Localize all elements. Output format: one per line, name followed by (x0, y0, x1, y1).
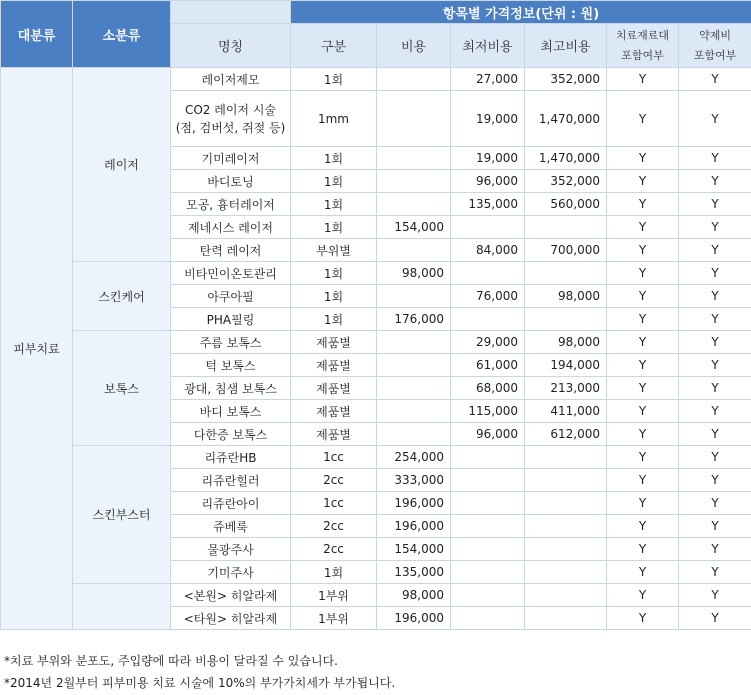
item-name-cell: 물광주사 (171, 538, 291, 561)
item-max-cell: 98,000 (525, 285, 607, 308)
item-type-cell: 제품별 (291, 423, 377, 446)
item-max-cell (525, 216, 607, 239)
header-spacer (171, 1, 291, 24)
item-treat-cell: Y (607, 377, 679, 400)
item-type-cell: 1회 (291, 193, 377, 216)
item-min-cell (451, 538, 525, 561)
item-drug-cell: Y (679, 469, 751, 492)
item-type-cell: 1부위 (291, 584, 377, 607)
item-min-cell (451, 446, 525, 469)
item-drug-cell: Y (679, 308, 751, 331)
table-row (1, 68, 751, 91)
item-cost-cell (377, 147, 451, 170)
item-treat-cell: Y (607, 147, 679, 170)
header-cost: 비용 (377, 24, 451, 68)
item-drug-cell: Y (679, 377, 751, 400)
item-max-cell: 352,000 (525, 170, 607, 193)
header-treat-line2: 포함여부 (621, 48, 664, 62)
item-treat-cell: Y (607, 262, 679, 285)
item-min-cell: 84,000 (451, 239, 525, 262)
header-minor: 소분류 (73, 1, 171, 68)
item-type-cell: 제품별 (291, 354, 377, 377)
item-type-cell: 1회 (291, 147, 377, 170)
item-name-cell: 기미레이저 (171, 147, 291, 170)
item-type-cell: 2cc (291, 469, 377, 492)
item-cost-cell (377, 68, 451, 91)
item-cost-cell (377, 400, 451, 423)
header-drug (679, 24, 751, 68)
item-cost-cell: 196,000 (377, 515, 451, 538)
item-min-cell (451, 308, 525, 331)
item-max-cell: 213,000 (525, 377, 607, 400)
table-body (1, 68, 751, 630)
item-drug-cell: Y (679, 400, 751, 423)
item-max-cell (525, 538, 607, 561)
item-name-cell: 광대, 침샘 보톡스 (171, 377, 291, 400)
minor-category-cell: 보톡스 (73, 331, 171, 446)
table-row (1, 262, 751, 285)
item-treat-cell: Y (607, 446, 679, 469)
item-max-cell (525, 584, 607, 607)
item-name-cell: CO2 레이저 시술(점, 검버섯, 쥐젖 등) (171, 91, 291, 147)
item-max-cell (525, 262, 607, 285)
item-cost-cell (377, 193, 451, 216)
item-treat-cell: Y (607, 285, 679, 308)
item-type-cell: 제품별 (291, 400, 377, 423)
item-min-cell (451, 584, 525, 607)
item-name-cell: 턱 보톡스 (171, 354, 291, 377)
item-name-cell: 쥬베룩 (171, 515, 291, 538)
item-max-cell: 98,000 (525, 331, 607, 354)
item-treat-cell: Y (607, 331, 679, 354)
item-cost-cell (377, 170, 451, 193)
item-cost-cell: 98,000 (377, 262, 451, 285)
item-cost-cell: 254,000 (377, 446, 451, 469)
item-min-cell: 61,000 (451, 354, 525, 377)
header-drug-line1: 약제비 (699, 28, 731, 42)
minor-category-cell: 스킨케어 (73, 262, 171, 331)
item-type-cell: 제품별 (291, 377, 377, 400)
item-max-cell (525, 308, 607, 331)
header-min: 최저비용 (451, 24, 525, 68)
item-name-cell: 레이저제모 (171, 68, 291, 91)
item-type-cell: 1회 (291, 170, 377, 193)
item-min-cell (451, 561, 525, 584)
item-type-cell: 제품별 (291, 331, 377, 354)
item-treat-cell: Y (607, 91, 679, 147)
header-treat (607, 24, 679, 68)
item-drug-cell: Y (679, 423, 751, 446)
item-treat-cell: Y (607, 538, 679, 561)
item-drug-cell: Y (679, 561, 751, 584)
item-max-cell: 194,000 (525, 354, 607, 377)
header-treat-line1: 치료재료대 (615, 28, 670, 42)
item-drug-cell: Y (679, 354, 751, 377)
item-treat-cell: Y (607, 607, 679, 630)
item-drug-cell: Y (679, 216, 751, 239)
item-max-cell (525, 492, 607, 515)
table-row (1, 446, 751, 469)
item-min-cell: 96,000 (451, 423, 525, 446)
item-drug-cell: Y (679, 607, 751, 630)
item-treat-cell: Y (607, 400, 679, 423)
item-cost-cell (377, 377, 451, 400)
item-name-cell: <타원> 히알라제 (171, 607, 291, 630)
item-cost-cell: 98,000 (377, 584, 451, 607)
minor-category-cell: 레이저 (73, 68, 171, 262)
item-type-cell: 2cc (291, 538, 377, 561)
item-type-cell: 1cc (291, 446, 377, 469)
item-name-cell: 다한증 보톡스 (171, 423, 291, 446)
item-treat-cell: Y (607, 584, 679, 607)
item-min-cell (451, 469, 525, 492)
item-min-cell (451, 262, 525, 285)
item-name-cell: 모공, 흉터레이저 (171, 193, 291, 216)
item-treat-cell: Y (607, 308, 679, 331)
item-type-cell: 2cc (291, 515, 377, 538)
table-header (1, 1, 751, 68)
item-drug-cell: Y (679, 239, 751, 262)
item-name-cell: 바디 보톡스 (171, 400, 291, 423)
item-drug-cell: Y (679, 538, 751, 561)
item-name-cell: 제네시스 레이저 (171, 216, 291, 239)
item-max-cell: 1,470,000 (525, 91, 607, 147)
table-row (1, 584, 751, 607)
item-name-cell: 리쥬란HB (171, 446, 291, 469)
item-max-cell (525, 469, 607, 492)
header-group-title: 항목별 가격정보(단위 : 원) (291, 1, 751, 24)
item-cost-cell: 196,000 (377, 492, 451, 515)
item-min-cell: 96,000 (451, 170, 525, 193)
item-type-cell: 1mm (291, 91, 377, 147)
item-cost-cell: 176,000 (377, 308, 451, 331)
item-drug-cell: Y (679, 262, 751, 285)
item-max-cell (525, 515, 607, 538)
item-min-cell: 27,000 (451, 68, 525, 91)
item-treat-cell: Y (607, 193, 679, 216)
item-name-cell: 바디토닝 (171, 170, 291, 193)
item-name-cell: 탄력 레이저 (171, 239, 291, 262)
header-max: 최고비용 (525, 24, 607, 68)
item-max-cell: 700,000 (525, 239, 607, 262)
item-treat-cell: Y (607, 423, 679, 446)
item-name-cell: 주름 보톡스 (171, 331, 291, 354)
item-treat-cell: Y (607, 239, 679, 262)
item-treat-cell: Y (607, 68, 679, 91)
item-type-cell: 1cc (291, 492, 377, 515)
table-row (1, 331, 751, 354)
item-cost-cell (377, 354, 451, 377)
item-min-cell: 29,000 (451, 331, 525, 354)
item-treat-cell: Y (607, 170, 679, 193)
item-type-cell: 1회 (291, 285, 377, 308)
item-min-cell (451, 216, 525, 239)
item-type-cell: 1회 (291, 216, 377, 239)
item-drug-cell: Y (679, 68, 751, 91)
item-treat-cell: Y (607, 515, 679, 538)
item-treat-cell: Y (607, 469, 679, 492)
item-name-cell: PHA필링 (171, 308, 291, 331)
footnote: *2014년 2월부터 피부미용 치료 시술에 10%의 부가가치세가 부가됩니다. (4, 676, 396, 690)
item-name-cell: 기미주사 (171, 561, 291, 584)
item-name-cell: <본원> 히알라제 (171, 584, 291, 607)
item-type-cell: 1회 (291, 68, 377, 91)
item-max-cell (525, 561, 607, 584)
item-max-cell (525, 607, 607, 630)
item-name-cell: 리쥬란힐러 (171, 469, 291, 492)
item-cost-cell (377, 285, 451, 308)
item-max-cell (525, 446, 607, 469)
item-drug-cell: Y (679, 193, 751, 216)
item-cost-cell (377, 331, 451, 354)
header-drug-line2: 포함여부 (693, 48, 737, 62)
item-cost-cell: 196,000 (377, 607, 451, 630)
item-name-cell: 비타민이온토관리 (171, 262, 291, 285)
footnote: *치료 부위와 분포도, 주입량에 따라 비용이 달라질 수 있습니다. (4, 654, 338, 668)
minor-category-cell: 스킨부스터 (73, 446, 171, 584)
header-name: 명칭 (171, 24, 291, 68)
item-type-cell: 1부위 (291, 607, 377, 630)
item-min-cell (451, 492, 525, 515)
item-min-cell: 19,000 (451, 147, 525, 170)
header-major: 대분류 (1, 1, 73, 68)
item-name-cell: 아쿠아필 (171, 285, 291, 308)
item-max-cell: 612,000 (525, 423, 607, 446)
item-cost-cell (377, 239, 451, 262)
major-category-cell: 피부치료 (1, 68, 73, 630)
item-cost-cell: 154,000 (377, 538, 451, 561)
minor-category-cell (73, 584, 171, 630)
item-max-cell: 1,470,000 (525, 147, 607, 170)
item-min-cell: 76,000 (451, 285, 525, 308)
item-drug-cell: Y (679, 515, 751, 538)
item-cost-cell: 333,000 (377, 469, 451, 492)
item-cost-cell: 154,000 (377, 216, 451, 239)
item-min-cell: 135,000 (451, 193, 525, 216)
item-cost-cell: 135,000 (377, 561, 451, 584)
header-type: 구분 (291, 24, 377, 68)
item-min-cell (451, 515, 525, 538)
item-max-cell: 411,000 (525, 400, 607, 423)
item-treat-cell: Y (607, 216, 679, 239)
item-treat-cell: Y (607, 492, 679, 515)
item-drug-cell: Y (679, 492, 751, 515)
item-type-cell: 1회 (291, 561, 377, 584)
item-type-cell: 1회 (291, 262, 377, 285)
item-cost-cell (377, 423, 451, 446)
item-max-cell: 352,000 (525, 68, 607, 91)
item-drug-cell: Y (679, 285, 751, 308)
item-drug-cell: Y (679, 170, 751, 193)
item-drug-cell: Y (679, 331, 751, 354)
item-drug-cell: Y (679, 446, 751, 469)
item-type-cell: 부위별 (291, 239, 377, 262)
item-min-cell: 115,000 (451, 400, 525, 423)
item-name-cell: 리쥬란아이 (171, 492, 291, 515)
item-max-cell: 560,000 (525, 193, 607, 216)
item-drug-cell: Y (679, 147, 751, 170)
item-min-cell: 68,000 (451, 377, 525, 400)
item-drug-cell: Y (679, 91, 751, 147)
item-treat-cell: Y (607, 561, 679, 584)
item-type-cell: 1회 (291, 308, 377, 331)
item-cost-cell (377, 91, 451, 147)
item-drug-cell: Y (679, 584, 751, 607)
item-treat-cell: Y (607, 354, 679, 377)
item-min-cell (451, 607, 525, 630)
item-min-cell: 19,000 (451, 91, 525, 147)
footnotes (4, 650, 395, 694)
